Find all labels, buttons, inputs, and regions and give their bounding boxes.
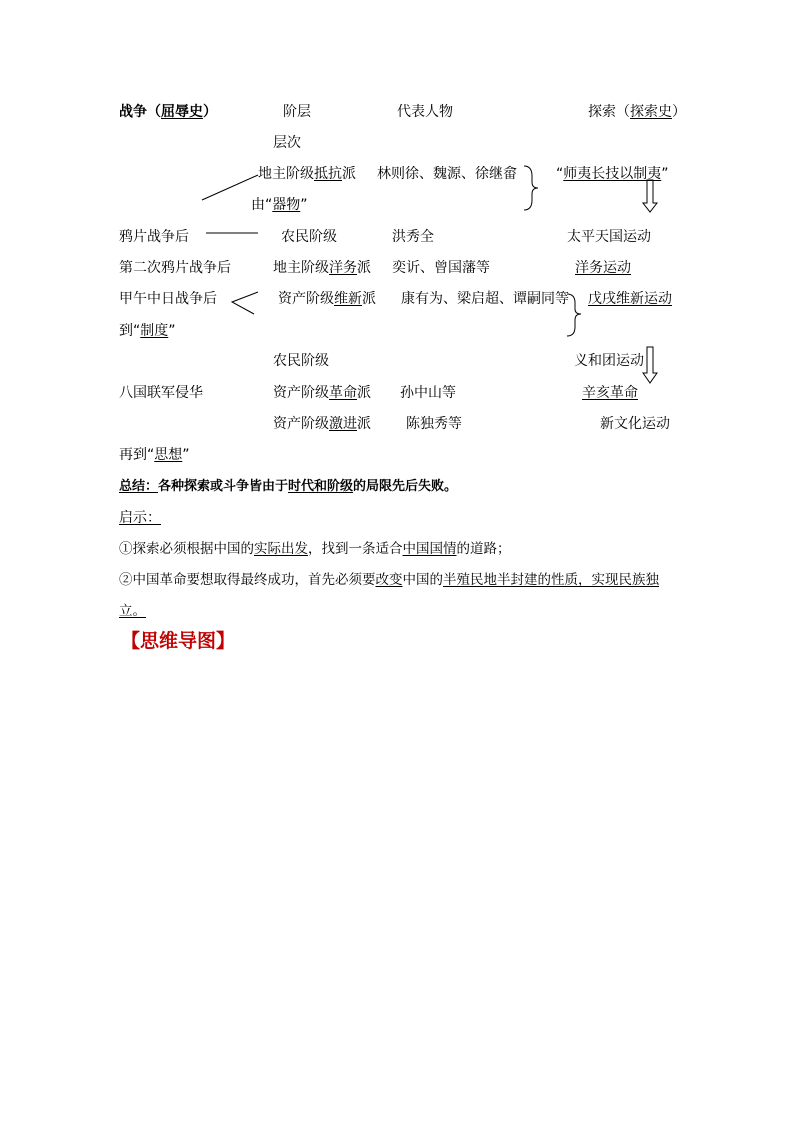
- row6-class-c: 派: [357, 385, 371, 401]
- mindmap-title: 【思维导图】: [121, 630, 236, 652]
- inspiration-point-2: [119, 571, 659, 589]
- row7-explore: 新文化运动: [600, 416, 670, 432]
- row6-class-b: 革命: [329, 385, 357, 401]
- row4-explore: 戊戌维新运动: [588, 291, 672, 307]
- sixiang-c: ”: [182, 447, 190, 463]
- p1-a: ①探索必须根据中国的: [119, 541, 254, 557]
- sixiang-a: 再到“: [119, 447, 155, 463]
- row1-class-b: 抵抗: [314, 166, 342, 182]
- summary-text-c: 的局限先后失败。: [353, 479, 458, 494]
- p1-d: 中国国情: [402, 541, 457, 557]
- header-explore: [588, 103, 686, 121]
- p2-a: ②中国革命要想取得最终成功，首先必须要: [119, 572, 376, 588]
- row4-class: [278, 290, 376, 308]
- header-explore-suffix: ）: [672, 104, 686, 120]
- row5-explore: 义和团运动: [574, 353, 644, 369]
- zhidu-c: ”: [168, 323, 176, 339]
- row6-war: 八国联军侵华: [119, 385, 203, 401]
- row1-explore-c: ”: [661, 166, 669, 182]
- header-war: [119, 103, 217, 121]
- row7-class-c: 派: [357, 416, 371, 432]
- row6-class-a: 资产阶级: [273, 385, 329, 401]
- header-class: 阶层: [283, 104, 311, 120]
- brace-right-2: [567, 294, 581, 336]
- brace-right-1: [524, 166, 538, 210]
- row3-class-c: 派: [357, 260, 371, 276]
- p2-b: 改变: [375, 572, 403, 588]
- down-arrow-2: [643, 347, 657, 383]
- header-explore-history: 探索史: [630, 104, 672, 120]
- row1-class: [258, 165, 356, 183]
- summary-text-b: 时代和阶级: [288, 479, 354, 494]
- row4-class-b: 维新: [334, 291, 362, 307]
- row4-war: 甲午中日战争后: [119, 291, 217, 307]
- row1-explore-b: 师夷长技以制夷: [563, 166, 662, 182]
- row6-explore: 辛亥革命: [582, 385, 638, 401]
- inspiration-point-2-continued: 立。: [119, 603, 146, 619]
- label-cengci: 层次: [273, 135, 301, 151]
- zhidu-a: 到“: [119, 323, 141, 339]
- header-people: 代表人物: [397, 104, 453, 120]
- row4-people: 康有为、梁启超、谭嗣同等: [401, 291, 569, 307]
- header-war-suffix: ）: [203, 104, 217, 120]
- label-zhidu: [119, 322, 176, 340]
- row2-people: 洪秀全: [392, 229, 434, 245]
- p2-d: 半殖民地半封建的性质，实现民族独: [443, 572, 659, 588]
- summary-label: 总结：: [119, 479, 159, 494]
- row1-people: 林则徐、魏源、徐继畲: [377, 166, 517, 182]
- sixiang-b: 思想: [154, 447, 183, 463]
- row7-people: 陈独秀等: [406, 416, 462, 432]
- row7-class-a: 资产阶级: [273, 416, 329, 432]
- row3-class-b: 洋务: [329, 260, 357, 276]
- connector-line-upper: [202, 175, 258, 200]
- row3-people: 奕䜣、曾国藩等: [392, 260, 490, 276]
- row3-war: 第二次鸦片战争后: [119, 260, 231, 276]
- row7-class: [273, 415, 371, 433]
- label-sixiang: [119, 446, 190, 464]
- row5-class: 农民阶级: [273, 353, 329, 369]
- connector-angle: [232, 292, 258, 314]
- header-war-humiliation: 屈辱史: [161, 104, 203, 120]
- p1-c: ，找到一条适合: [308, 541, 403, 557]
- row1-explore-a: “: [556, 166, 564, 182]
- row3-class-a: 地主阶级: [273, 260, 329, 276]
- row3-explore: 洋务运动: [575, 260, 631, 276]
- row2-class: 农民阶级: [281, 229, 337, 245]
- zhidu-b: 制度: [140, 323, 169, 339]
- row2-explore: 太平天国运动: [567, 229, 651, 245]
- qiwu-a: 由“: [251, 197, 273, 213]
- row1-class-a: 地主阶级: [258, 166, 314, 182]
- row1-class-c: 派: [342, 166, 356, 182]
- row2-war: 鸦片战争后: [119, 229, 189, 245]
- row6-people: 孙中山等: [400, 385, 456, 401]
- row3-class: [273, 259, 371, 277]
- p1-b: 实际出发: [254, 541, 308, 557]
- row4-class-a: 资产阶级: [278, 291, 334, 307]
- label-qiwu: [251, 196, 308, 214]
- row1-explore: [556, 165, 669, 183]
- summary: [119, 478, 457, 496]
- qiwu-c: ”: [300, 197, 308, 213]
- row4-class-c: 派: [362, 291, 376, 307]
- inspiration-point-1: [119, 540, 511, 558]
- inspiration-label: 启示：: [119, 510, 161, 526]
- summary-text-a: 各种探索或斗争皆由于: [158, 479, 289, 494]
- qiwu-b: 器物: [272, 197, 301, 213]
- row7-class-b: 激进: [329, 416, 357, 432]
- down-arrow-1: [643, 180, 657, 212]
- header-explore-prefix: 探索（: [588, 104, 630, 120]
- row6-class: [273, 384, 371, 402]
- header-war-prefix: 战争（: [119, 104, 161, 120]
- p1-e: 的道路；: [456, 541, 511, 557]
- p2-c: 中国的: [402, 572, 443, 588]
